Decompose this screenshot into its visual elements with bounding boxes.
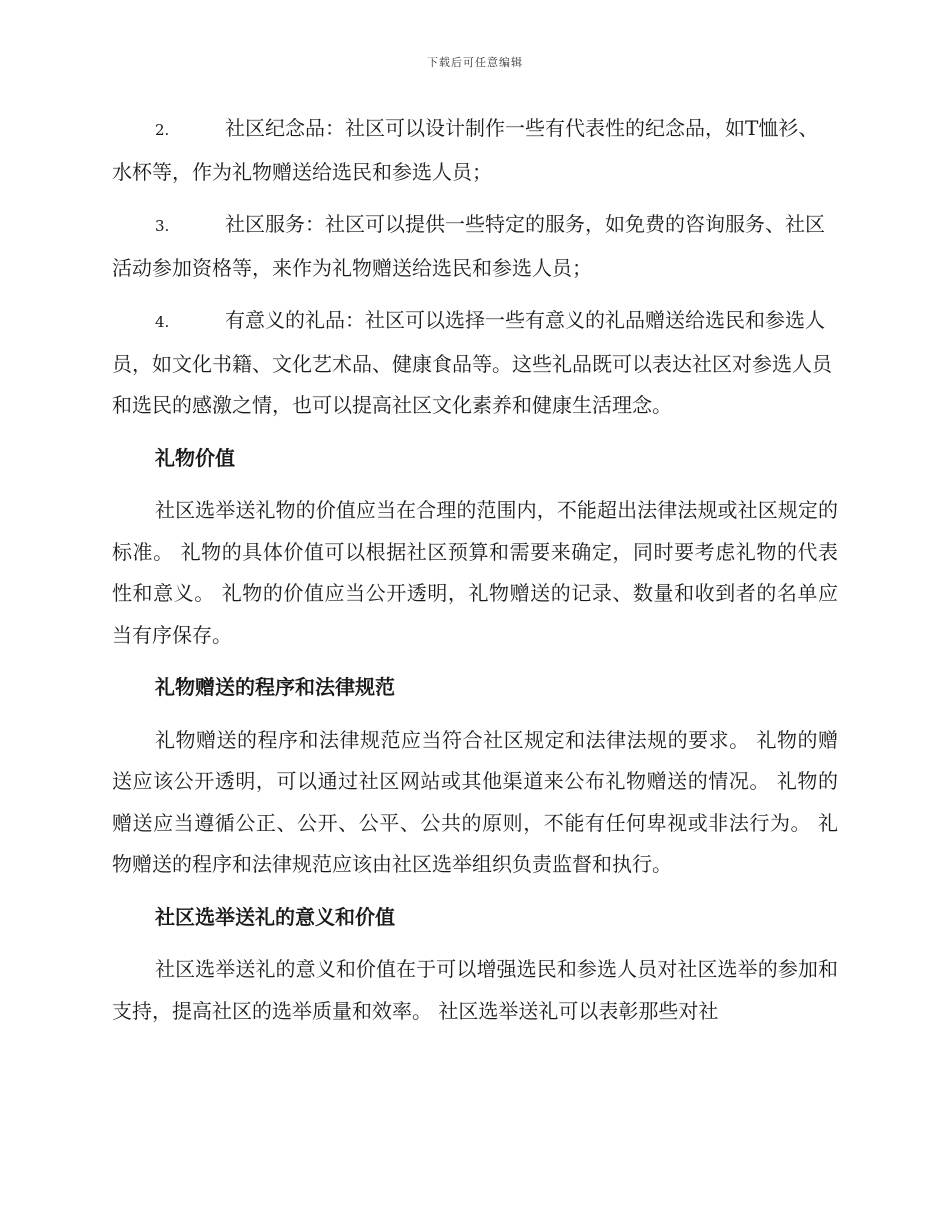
page-header: 下载后可任意编辑 bbox=[427, 56, 523, 69]
document-body bbox=[112, 108, 838, 1043]
section-paragraph-meaning-value: 社区选举送礼的意义和价值在于可以增强选民和参选人员对社区选举的参加和支持，提高社区的选举质量和效率。 社区选举送礼可以表彰那些对社 bbox=[112, 957, 838, 1023]
list-number: 2. bbox=[155, 121, 170, 139]
section-paragraph-procedure-law: 礼物赠送的程序和法律规范应当符合社区规定和法律法规的要求。 礼物的赠送应该公开透明，可以通过社区网站或其他渠道来公布礼物赠送的情况。 礼物的赠送应当遵循公正、公开、公平、公共的原则，不能有任何卑视或非法行为。 礼物赠送的程序和法律规范应该由社区选举组织负责监督和执行。 bbox=[112, 727, 838, 876]
section-paragraph-gift-value: 社区选举送礼物的价值应当在合理的范围内，不能超出法律法规或社区规定的标准。 礼物的具体价值可以根据社区预算和需要来确定，同时要考虑礼物的代表性和意义。 礼物的价值应当公开透明，礼物赠送的记录、数量和收到者的名单应当有序保存。 bbox=[112, 498, 838, 647]
list-item-3 bbox=[112, 204, 838, 289]
section-heading-gift-value: 礼物价值 bbox=[155, 445, 235, 470]
section-heading-procedure-law: 礼物赠送的程序和法律规范 bbox=[155, 675, 395, 699]
list-item-2 bbox=[112, 108, 838, 193]
section-heading-meaning-value: 社区选举送礼的意义和价值 bbox=[155, 904, 395, 929]
list-item-text: 有意义的礼品：社区可以选择一些有意义的礼品赠送给选民和参选人员，如文化书籍、文化艺术品、健康食品等。这些礼品既可以表达社区对参选人员和选民的感激之情，也可以提高社区文化素养和健康生活理念。 bbox=[112, 308, 832, 417]
list-item-4 bbox=[112, 300, 838, 427]
list-item-text: 社区纪念品：社区可以设计制作一些有代表性的纪念品，如T恤衫、水杯等，作为礼物赠送给选民和参选人员； bbox=[112, 116, 819, 184]
list-number: 3. bbox=[155, 217, 170, 235]
list-number: 4. bbox=[155, 313, 170, 331]
list-item-text: 社区服务：社区可以提供一些特定的服务，如免费的咨询服务、社区活动参加资格等，来作为礼物赠送给选民和参选人员； bbox=[112, 212, 825, 280]
